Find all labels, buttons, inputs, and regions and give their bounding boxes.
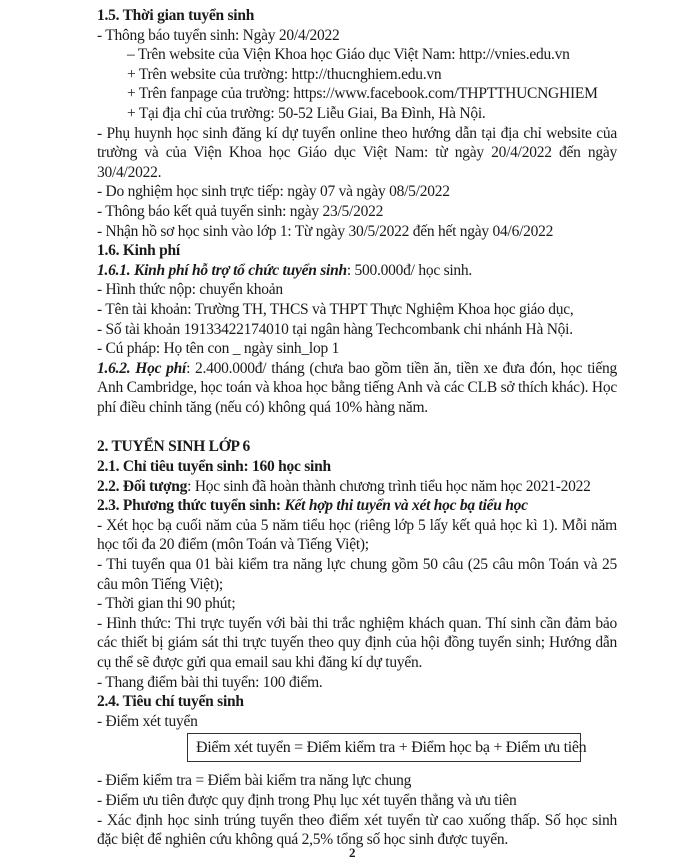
method-item: - Hình thức: Thi trực tuyến với bài thi trắc nghiệm khách quan. Thí sinh cần đảm bảo các thiết bị giám sát thi trực tuyến theo quy định của hội đồng tuyển sinh; Hướng dẫn cụ thể sẽ được gửi qua email sau khi đăng kí dự tuyển.	[97, 614, 617, 671]
target-line	[97, 477, 617, 497]
target-label: 2.2. Đối tượng	[97, 477, 188, 495]
quota-line: 2.1. Chỉ tiêu tuyển sinh: 160 học sinh	[97, 458, 331, 476]
formula-box: Điểm xét tuyển = Điểm kiểm tra + Điểm học bạ + Điểm ưu tiên	[187, 733, 581, 762]
note-line: - Điểm ưu tiên được quy định trong Phụ lục xét tuyển thẳng và ưu tiên	[97, 791, 517, 809]
channel-item: + Trên fanpage của trường: https://www.facebook.com/THPTTHUCNGHIEM	[127, 85, 598, 103]
section-title: 2.4. Tiêu chí tuyển sinh	[97, 693, 244, 711]
section-title: 1.6. Kinh phí	[97, 242, 180, 260]
tuition-paragraph	[97, 359, 617, 418]
formula-container	[97, 731, 617, 771]
support-fee-value: : 500.000đ/ học sinh.	[346, 261, 473, 279]
section-title: 2. TUYỂN SINH LỚP 6	[97, 438, 251, 456]
assess-line: - Do nghiệm học sinh trực tiếp: ngày 07 và ngày 08/5/2022	[97, 183, 450, 201]
channel-item: – Trên website của Viện Khoa học Giáo dục Việt Nam: http://vnies.edu.vn	[127, 46, 570, 64]
payment-syntax: - Cú pháp: Họ tên con _ ngày sinh_lop 1	[97, 340, 340, 358]
payment-method: - Hình thức nộp: chuyển khoản	[97, 281, 283, 299]
tuition-label: 1.6.2. Học phí	[97, 359, 187, 377]
account-number: - Số tài khoản 19133422174010 tại ngân hàng Techcombank chi nhánh Hà Nội.	[97, 320, 573, 338]
result-line: - Thông báo kết quả tuyển sinh: ngày 23/5/2022	[97, 202, 384, 220]
method-label: 2.3. Phương thức tuyển sinh:	[97, 497, 285, 515]
section-title: 1.5. Thời gian tuyển sinh	[97, 7, 255, 24]
account-name: - Tên tài khoản: Trường TH, THCS và THPT Thực Nghiệm Khoa học giáo dục,	[97, 300, 574, 318]
channel-item: + Tại địa chỉ của trường: 50-52 Liễu Giai, Ba Đình, Hà Nội.	[127, 104, 486, 122]
target-value: : Học sinh đã hoàn thành chương trình tiểu học năm học 2021-2022	[187, 477, 591, 495]
document-page	[97, 6, 617, 850]
method-item: - Thời gian thi 90 phút;	[97, 595, 236, 613]
register-paragraph: - Phụ huynh học sinh đăng kí dự tuyển online theo hướng dẫn tại địa chỉ website của trường và của Viện Khoa học Giáo dục Việt Nam: từ ngày 20/4/2022 đến ngày 30/4/2022.	[97, 124, 617, 181]
page-number: 2	[349, 845, 356, 860]
score-label: - Điểm xét tuyển	[97, 712, 198, 730]
announce-line: - Thông báo tuyển sinh: Ngày 20/4/2022	[97, 26, 340, 44]
method-item: - Xét học bạ cuối năm của 5 năm tiểu học (riêng lớp 5 lấy kết quả học kì 1). Mỗi năm học tối đa 20 điểm (môn Toán và Tiếng Việt);	[97, 516, 617, 554]
method-value: Kết hợp thi tuyển và xét học bạ tiểu học	[284, 497, 528, 515]
support-fee-line	[97, 261, 617, 281]
channel-item: + Trên website của trường: http://thucnghiem.edu.vn	[127, 65, 442, 83]
spacer	[97, 417, 617, 437]
receive-line: - Nhận hồ sơ học sinh vào lớp 1: Từ ngày 30/5/2022 đến hết ngày 04/6/2022	[97, 222, 554, 240]
note-line: - Xác định học sinh trúng tuyển theo điểm xét tuyển từ cao xuống thấp. Số học sinh đặc biệt để nghiên cứu không quá 2,5% tổng số học sinh được tuyển.	[97, 811, 617, 849]
method-line	[97, 496, 617, 516]
method-item: - Thang điểm bài thi tuyển: 100 điểm.	[97, 673, 323, 691]
method-item: - Thi tuyển qua 01 bài kiểm tra năng lực chung gồm 50 câu (25 câu môn Toán và 25 câu môn Tiếng Việt);	[97, 556, 617, 593]
support-fee-label: 1.6.1. Kinh phí hỗ trợ tổ chức tuyển sinh	[97, 261, 347, 279]
note-line: - Điểm kiểm tra = Điểm bài kiểm tra năng lực chung	[97, 772, 412, 790]
tuition-value: : 2.400.000đ/ tháng (chưa bao gồm tiền ăn, tiền xe đưa đón, học tiếng Anh Cambridge, học toán và khoa học bằng tiếng Anh và các CLB sở thích khác). Học phí điều chỉnh tăng (nếu có) không quá 10% hàng năm.	[97, 359, 617, 416]
